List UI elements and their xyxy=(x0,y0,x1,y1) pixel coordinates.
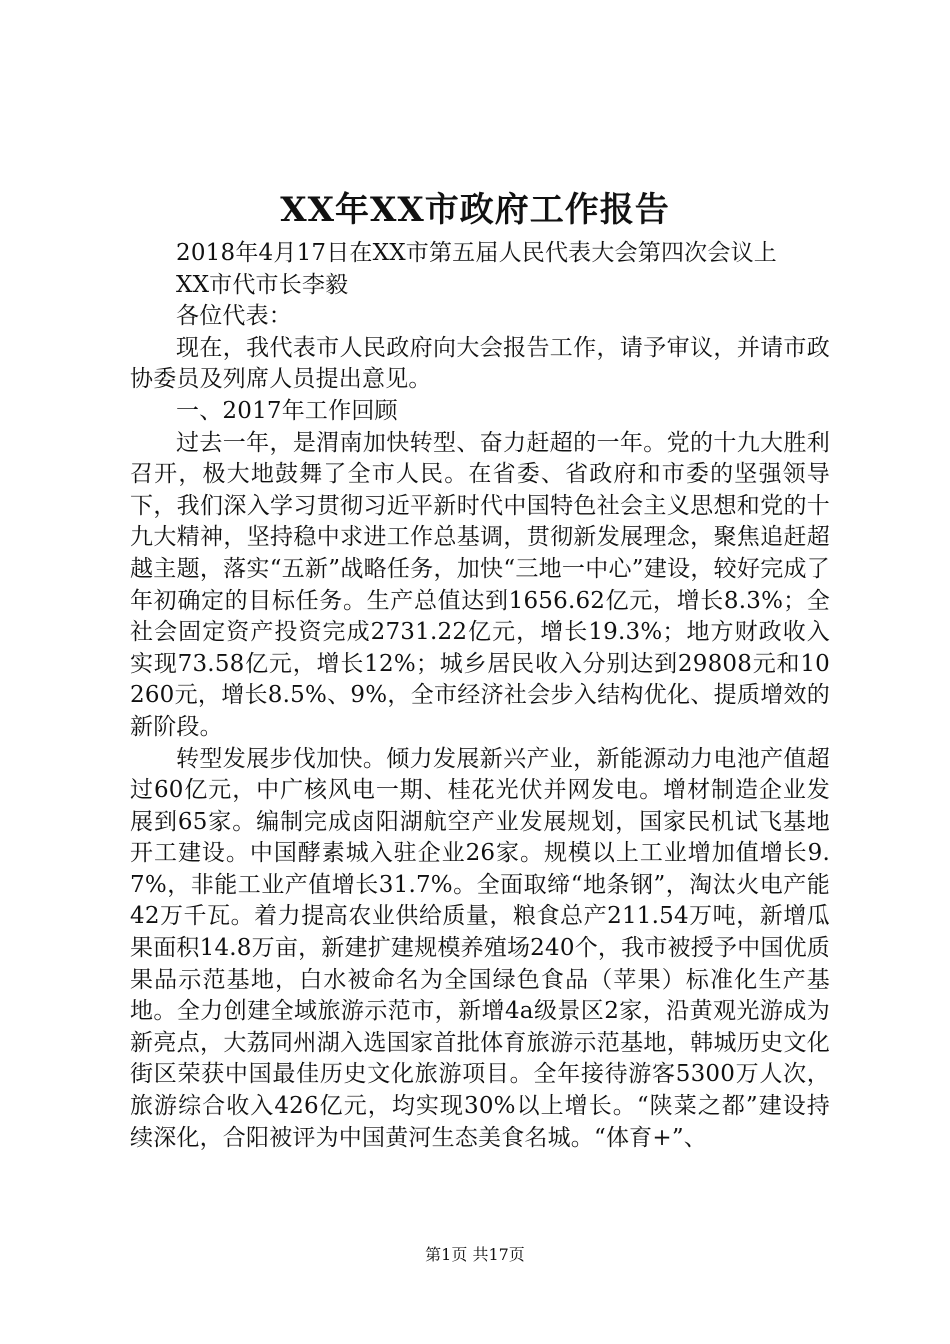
intro-paragraph: 现在，我代表市人民政府向大会报告工作，请予审议，并请市政协委员及列席人员提出意见。 xyxy=(130,334,830,393)
section-heading: 一、2017年工作回顾 xyxy=(176,397,398,424)
meeting-line: 2018年4月17日在XX市第五届人民代表大会第四次会议上 xyxy=(176,240,777,266)
document-body xyxy=(130,238,830,1154)
page-number: 第1页 共17页 xyxy=(425,1245,525,1264)
document-title: XX年XX市政府工作报告 xyxy=(280,190,670,230)
speaker-line: XX市代市长李毅 xyxy=(176,271,349,298)
salutation: 各位代表： xyxy=(176,303,292,330)
review-paragraph: 过去一年，是渭南加快转型、奋力赶超的一年。党的十九大胜利召开，极大地鼓舞了全市人民。在省委、省政府和市委的坚强领导下，我们深入学习贯彻习近平新时代中国特色社会主义思想和党的十九大精神，坚持稳中求进工作总基调，贯彻新发展理念，聚焦追赶超越主题，落实“五新”战略任务，加快“三地一中心”建设，较好完成了年初确定的目标任务。生产总值达到1656.62亿元，增长8.3%；全社会固定资产投资完成2731.22亿元，增长19.3%；地方财政收入实现73.58亿元，增长12%；城乡居民收入分别达到29808元和10260元，增长8.5%、9%，全市经济社会步入结构优化、提质增效的新阶段。 xyxy=(130,429,830,740)
transformation-paragraph: 转型发展步伐加快。倾力发展新兴产业，新能源动力电池产值超过60亿元，中广核风电一期、桂花光伏并网发电。增材制造企业发展到65家。编制完成卤阳湖航空产业发展规划，国家民机试飞基地开工建设。中国酵素城入驻企业26家。规模以上工业增加值增长9.7%，非能工业产值增长31.7%。全面取缔“地条钢”，淘汰火电产能42万千瓦。着力提高农业供给质量，粮食总产211.54万吨，新增瓜果面积14.8万亩，新建扩建规模养殖场240个，我市被授予中国优质果品示范基地，白水被命名为全国绿色食品（苹果）标准化生产基地。全力创建全域旅游示范市，新增4a级景区2家，沿黄观光游成为新亮点，大荔同州湖入选国家首批体育旅游示范基地，韩城历史文化街区荣获中国最佳历史文化旅游项目。全年接待游客5300万人次，旅游综合收入426亿元，均实现30%以上增长。“陕菜之都”建设持续深化，合阳被评为中国黄河生态美食名城。“体育+”、 xyxy=(130,745,831,1151)
